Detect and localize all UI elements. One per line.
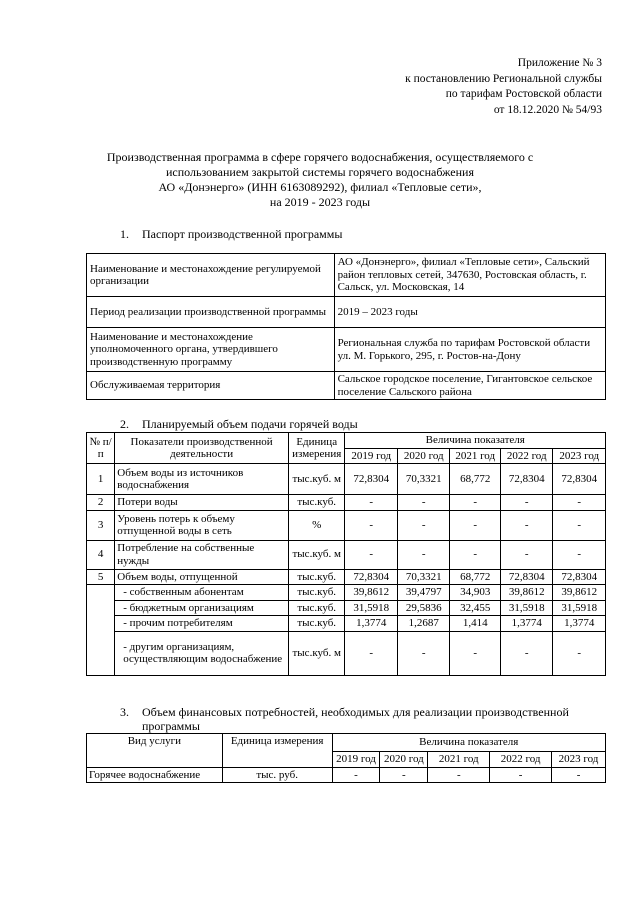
cell-value: 39,8612 bbox=[345, 585, 398, 601]
col-header-num: № п/п bbox=[87, 433, 115, 464]
passport-value: 2019 – 2023 годы bbox=[334, 297, 605, 328]
section-1-heading bbox=[120, 227, 342, 241]
cell-value: 34,903 bbox=[450, 585, 500, 601]
row-unit: тыс. руб. bbox=[222, 767, 332, 783]
table-row bbox=[87, 616, 606, 632]
table-row bbox=[87, 585, 606, 601]
cell-value: 31,5918 bbox=[500, 600, 553, 616]
cell-value: - bbox=[500, 495, 553, 511]
cell-value: - bbox=[490, 767, 552, 783]
cell-value: 39,8612 bbox=[553, 585, 606, 601]
row-num bbox=[87, 585, 115, 676]
water-supply-table bbox=[86, 432, 606, 676]
cell-value: 70,3321 bbox=[397, 569, 450, 585]
passport-label: Наименование и местонахождение регулируемой организации bbox=[87, 254, 335, 297]
cell-value: 1,3774 bbox=[553, 616, 606, 632]
passport-label: Наименование и местонахождение уполномоченного органа, утвердившего производственную программу bbox=[87, 328, 335, 372]
col-header-year: 2023 год bbox=[553, 448, 606, 464]
row-name: Объем воды из источников водоснабжения bbox=[115, 464, 289, 495]
cell-value: - bbox=[450, 495, 500, 511]
table-row bbox=[87, 495, 606, 511]
title-line: на 2019 - 2023 годы bbox=[269, 195, 371, 209]
cell-value: - bbox=[450, 510, 500, 540]
col-header-year: 2023 год bbox=[552, 752, 606, 768]
row-num: 5 bbox=[87, 569, 115, 585]
table-row bbox=[87, 372, 606, 400]
row-num: 1 bbox=[87, 464, 115, 495]
table-row bbox=[87, 510, 606, 540]
table-row bbox=[87, 328, 606, 372]
cell-value: 68,772 bbox=[450, 464, 500, 495]
appendix-line: от 18.12.2020 № 54/93 bbox=[493, 103, 602, 116]
row-name: - другим организациям, осуществляющим водоснабжение bbox=[115, 631, 289, 675]
row-name: - собственным абонентам bbox=[115, 585, 289, 601]
appendix-line: по тарифам Ростовской области bbox=[445, 88, 602, 100]
passport-label: Обслуживаемая территория bbox=[87, 372, 335, 400]
row-num: 4 bbox=[87, 540, 115, 569]
cell-value: 68,772 bbox=[450, 569, 500, 585]
cell-value: 31,5918 bbox=[553, 600, 606, 616]
section-title: Планируемый объем подачи горячей воды bbox=[142, 417, 358, 431]
row-name: Уровень потерь к объему отпущенной воды в сеть bbox=[115, 510, 289, 540]
col-header-unit: Единица измерения bbox=[288, 433, 345, 464]
cell-value: - bbox=[500, 510, 553, 540]
cell-value: - bbox=[345, 631, 398, 675]
appendix-note bbox=[405, 56, 602, 118]
section-2-heading bbox=[120, 417, 358, 431]
cell-value: 72,8304 bbox=[500, 569, 553, 585]
cell-value: - bbox=[380, 767, 428, 783]
col-header-year: 2021 год bbox=[428, 752, 490, 768]
appendix-line: Приложение № 3 bbox=[517, 57, 602, 69]
col-header-value: Величина показателя bbox=[345, 433, 606, 449]
section-3-heading bbox=[120, 705, 610, 733]
row-unit: тыс.куб. м bbox=[288, 631, 345, 675]
cell-value: - bbox=[553, 631, 606, 675]
table-row bbox=[87, 464, 606, 495]
table-row bbox=[87, 297, 606, 328]
passport-value: АО «Донэнерго», филиал «Тепловые сети», Сальский район тепловых сетей, 347630, Ростовская область, г. Сальск, ул. Московская, 14 bbox=[334, 254, 605, 297]
section-number: 1. bbox=[120, 227, 129, 241]
col-header-year: 2019 год bbox=[345, 448, 398, 464]
col-header-year: 2019 год bbox=[332, 752, 380, 768]
row-unit: тыс.куб. bbox=[288, 569, 345, 585]
row-unit: тыс.куб. м bbox=[288, 464, 345, 495]
col-header-year: 2020 год bbox=[380, 752, 428, 768]
col-header-unit: Единица измерения bbox=[222, 734, 332, 768]
table-row bbox=[87, 254, 606, 297]
row-unit: тыс.куб. bbox=[288, 585, 345, 601]
cell-value: 1,3774 bbox=[500, 616, 553, 632]
cell-value: 39,4797 bbox=[397, 585, 450, 601]
cell-value: - bbox=[345, 510, 398, 540]
cell-value: - bbox=[450, 540, 500, 569]
table-row bbox=[87, 767, 606, 783]
cell-value: 1,3774 bbox=[345, 616, 398, 632]
row-name: Потери воды bbox=[115, 495, 289, 511]
cell-value: - bbox=[345, 540, 398, 569]
row-name: - бюджетным организациям bbox=[115, 600, 289, 616]
row-name: Потребление на собственные нужды bbox=[115, 540, 289, 569]
financial-needs-table bbox=[86, 733, 606, 783]
cell-value: 31,5918 bbox=[345, 600, 398, 616]
col-header-year: 2020 год bbox=[397, 448, 450, 464]
cell-value: 39,8612 bbox=[500, 585, 553, 601]
table-header-row bbox=[87, 734, 606, 752]
cell-value: 70,3321 bbox=[397, 464, 450, 495]
cell-value: - bbox=[332, 767, 380, 783]
passport-label: Период реализации производственной программы bbox=[87, 297, 335, 328]
row-service: Горячее водоснабжение bbox=[87, 767, 223, 783]
row-unit: тыс.куб. bbox=[288, 616, 345, 632]
cell-value: - bbox=[397, 540, 450, 569]
col-header-year: 2021 год bbox=[450, 448, 500, 464]
row-name: Объем воды, отпущенной bbox=[115, 569, 289, 585]
cell-value: - bbox=[397, 495, 450, 511]
title-line: АО «Донэнерго» (ИНН 6163089292), филиал «Тепловые сети», bbox=[158, 180, 482, 194]
col-header-indicator: Показатели производственной деятельности bbox=[115, 433, 289, 464]
col-header-service: Вид услуги bbox=[87, 734, 223, 768]
cell-value: 1,414 bbox=[450, 616, 500, 632]
section-title: Объем финансовых потребностей, необходимых для реализации производственной программы bbox=[142, 705, 569, 733]
cell-value: 72,8304 bbox=[345, 464, 398, 495]
table-header-row bbox=[87, 433, 606, 449]
cell-value: 72,8304 bbox=[553, 569, 606, 585]
table-row bbox=[87, 631, 606, 675]
cell-value: 72,8304 bbox=[553, 464, 606, 495]
cell-value: 32,455 bbox=[450, 600, 500, 616]
row-unit: тыс.куб. bbox=[288, 495, 345, 511]
cell-value: - bbox=[397, 631, 450, 675]
col-header-value: Величина показателя bbox=[332, 734, 605, 752]
cell-value: - bbox=[553, 540, 606, 569]
col-header-year: 2022 год bbox=[490, 752, 552, 768]
section-number: 2. bbox=[120, 417, 129, 431]
title-line: использованием закрытой системы горячего водоснабжения bbox=[166, 165, 474, 179]
table-row bbox=[87, 600, 606, 616]
row-unit: тыс.куб. bbox=[288, 600, 345, 616]
row-num: 2 bbox=[87, 495, 115, 511]
cell-value: 29,5836 bbox=[397, 600, 450, 616]
cell-value: - bbox=[450, 631, 500, 675]
cell-value: - bbox=[345, 495, 398, 511]
row-unit: тыс.куб. м bbox=[288, 540, 345, 569]
col-header-year: 2022 год bbox=[500, 448, 553, 464]
cell-value: - bbox=[428, 767, 490, 783]
cell-value: - bbox=[553, 495, 606, 511]
table-row bbox=[87, 569, 606, 585]
title-line: Производственная программа в сфере горячего водоснабжения, осуществляемого с bbox=[106, 150, 534, 164]
cell-value: - bbox=[500, 631, 553, 675]
cell-value: - bbox=[397, 510, 450, 540]
row-name: - прочим потребителям bbox=[115, 616, 289, 632]
section-number: 3. bbox=[120, 705, 129, 719]
cell-value: 72,8304 bbox=[345, 569, 398, 585]
passport-value: Региональная служба по тарифам Ростовской области ул. М. Горького, 295, г. Ростов-на-Дону bbox=[334, 328, 605, 372]
cell-value: - bbox=[553, 510, 606, 540]
cell-value: - bbox=[552, 767, 606, 783]
passport-table bbox=[86, 253, 606, 400]
row-unit: % bbox=[288, 510, 345, 540]
appendix-line: к постановлению Региональной службы bbox=[405, 72, 602, 85]
cell-value: - bbox=[500, 540, 553, 569]
cell-value: 72,8304 bbox=[500, 464, 553, 495]
cell-value: 1,2687 bbox=[397, 616, 450, 632]
table-row bbox=[87, 540, 606, 569]
passport-value: Сальское городское поселение, Гигантовское сельское поселение Сальского района bbox=[334, 372, 605, 400]
section-title: Паспорт производственной программы bbox=[142, 227, 343, 241]
row-num: 3 bbox=[87, 510, 115, 540]
document-title bbox=[70, 150, 570, 210]
